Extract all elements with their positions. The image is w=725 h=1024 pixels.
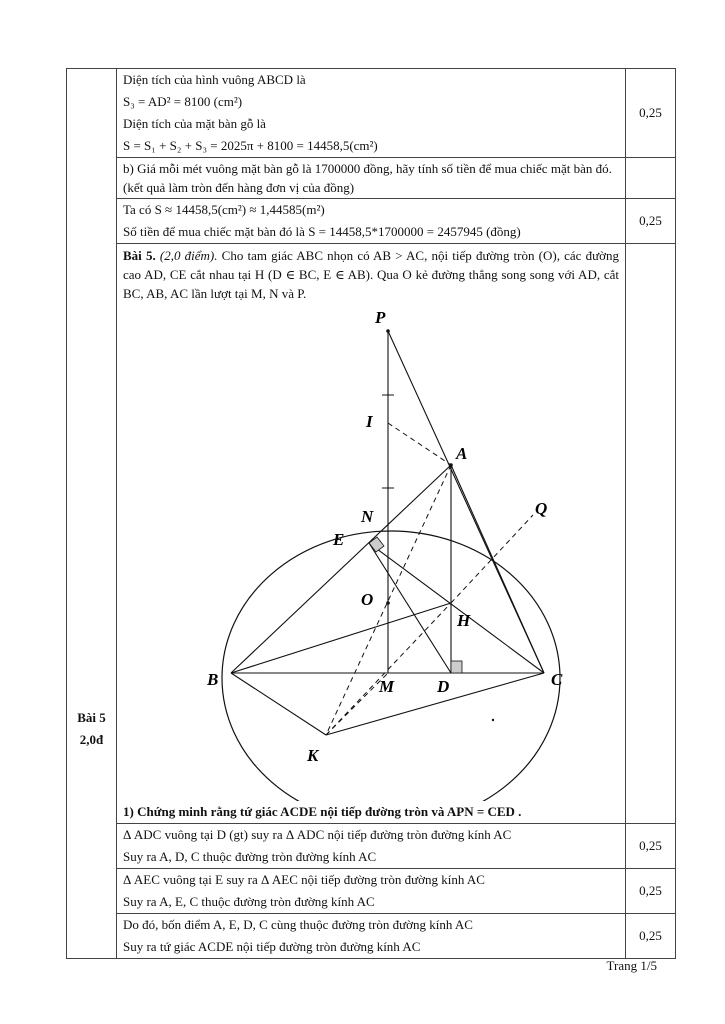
label-I: I [366, 412, 373, 431]
score-cell: 0,25 [626, 869, 676, 914]
geometry-figure [123, 303, 619, 801]
right-angle-D [451, 661, 462, 673]
proof-cell [117, 869, 626, 914]
score-cell: 0,25 [626, 824, 676, 869]
bai5-points-note: (2,0 điểm). [159, 248, 218, 263]
question-b-cell [117, 158, 626, 199]
area-cell [117, 69, 626, 158]
table-row [67, 914, 676, 959]
dashed-IA [388, 423, 451, 465]
cost-cell [117, 199, 626, 244]
proof-cell [117, 914, 626, 959]
text-line: Δ AEC vuông tại E suy ra Δ AEC nội tiếp đường tròn đường kính AC [123, 872, 485, 887]
segment-BK [231, 673, 326, 735]
question-b-text: b) Giá mỗi mét vuông mặt bàn gỗ là 1700000 đồng, hãy tính số tiền để mua chiếc mặt bàn đó. (kết quả làm tròn đến hàng đơn vị của đồng) [123, 161, 612, 195]
point-O [386, 601, 390, 605]
bai5-points: 2,0đ [79, 731, 104, 747]
figure-svg [123, 303, 623, 801]
label-Q: Q [535, 499, 548, 518]
bai5-problem-cell [117, 244, 626, 824]
text-line: Số tiền để mua chiếc mặt bàn đó là S = 14458,5*1700000 = 2457945 (đồng) [123, 224, 521, 239]
point-A [449, 463, 453, 467]
table-row [67, 824, 676, 869]
segment-AB [231, 465, 451, 673]
table-row [67, 199, 676, 244]
bai5-statement [123, 244, 619, 303]
point-P [386, 329, 390, 333]
text-line: Ta có S ≈ 14458,5(cm²) ≈ 1,44585(m²) [123, 202, 325, 217]
label-P: P [375, 308, 386, 327]
segment-ED [369, 543, 451, 673]
stray-dot [492, 719, 494, 721]
text-line: Diện tích của hình vuông ABCD là [123, 72, 306, 87]
text-line: Suy ra A, E, C thuộc đường tròn đường kính AC [123, 894, 375, 909]
label-M: M [379, 677, 395, 696]
score-cell: 0,25 [626, 69, 676, 158]
label-C: C [551, 670, 563, 689]
table-row [67, 869, 676, 914]
score-cell: 0,25 [626, 199, 676, 244]
label-N: N [361, 507, 374, 526]
answer-table [66, 68, 676, 959]
score-cell: 0,25 [626, 914, 676, 959]
bai5-label-cell [67, 69, 117, 959]
part1-heading: 1) Chứng minh rằng tứ giác ACDE nội tiếp đường tròn và APN = CED . [123, 804, 522, 819]
page-number: Trang 1/5 [606, 958, 657, 973]
text-line: Suy ra tứ giác ACDE nội tiếp đường tròn đường kính AC [123, 939, 421, 954]
bai5-text: Cho tam giác ABC nhọn có AB > AC, nội tiếp đường tròn (O), các đường cao AD, CE cắt nhau tại H (D ∈ BC, E ∈ AB). Qua O kẻ đường thẳng song song với AD, cắt BC, AB, AC lần lượt tại M, N và P. [123, 248, 620, 301]
proof-cell [117, 824, 626, 869]
label-E: E [333, 530, 345, 549]
label-H: H [457, 611, 471, 630]
bai5-title: Bài 5. [123, 248, 156, 263]
segment-BH [231, 603, 451, 673]
bai5-label: Bài 5 [77, 709, 106, 725]
label-K: K [307, 746, 319, 765]
altitude-CE [369, 543, 544, 673]
segment-KC [326, 673, 544, 735]
table-row [67, 244, 676, 824]
text-line: Δ ADC vuông tại D (gt) suy ra Δ ADC nội tiếp đường tròn đường kính AC [123, 827, 512, 842]
score-cell-empty [626, 244, 676, 824]
label-D: D [437, 677, 450, 696]
label-O: O [361, 590, 374, 609]
label-A: A [456, 444, 468, 463]
text-line: S = S₁ + S₂ + S₃ = 2025π + 8100 = 14458,5(cm²) [123, 138, 378, 153]
text-line: Do đó, bốn điểm A, E, D, C cùng thuộc đường tròn đường kính AC [123, 917, 473, 932]
right-angle-E [369, 537, 384, 552]
text-line: S₃ = AD² = 8100 (cm²) [123, 94, 243, 109]
table-row [67, 69, 676, 158]
text-line: Suy ra A, D, C thuộc đường tròn đường kính AC [123, 849, 377, 864]
table-row [67, 158, 676, 199]
score-cell-empty [626, 158, 676, 199]
label-B: B [207, 670, 219, 689]
text-line: Diện tích của mặt bàn gỗ là [123, 116, 266, 131]
